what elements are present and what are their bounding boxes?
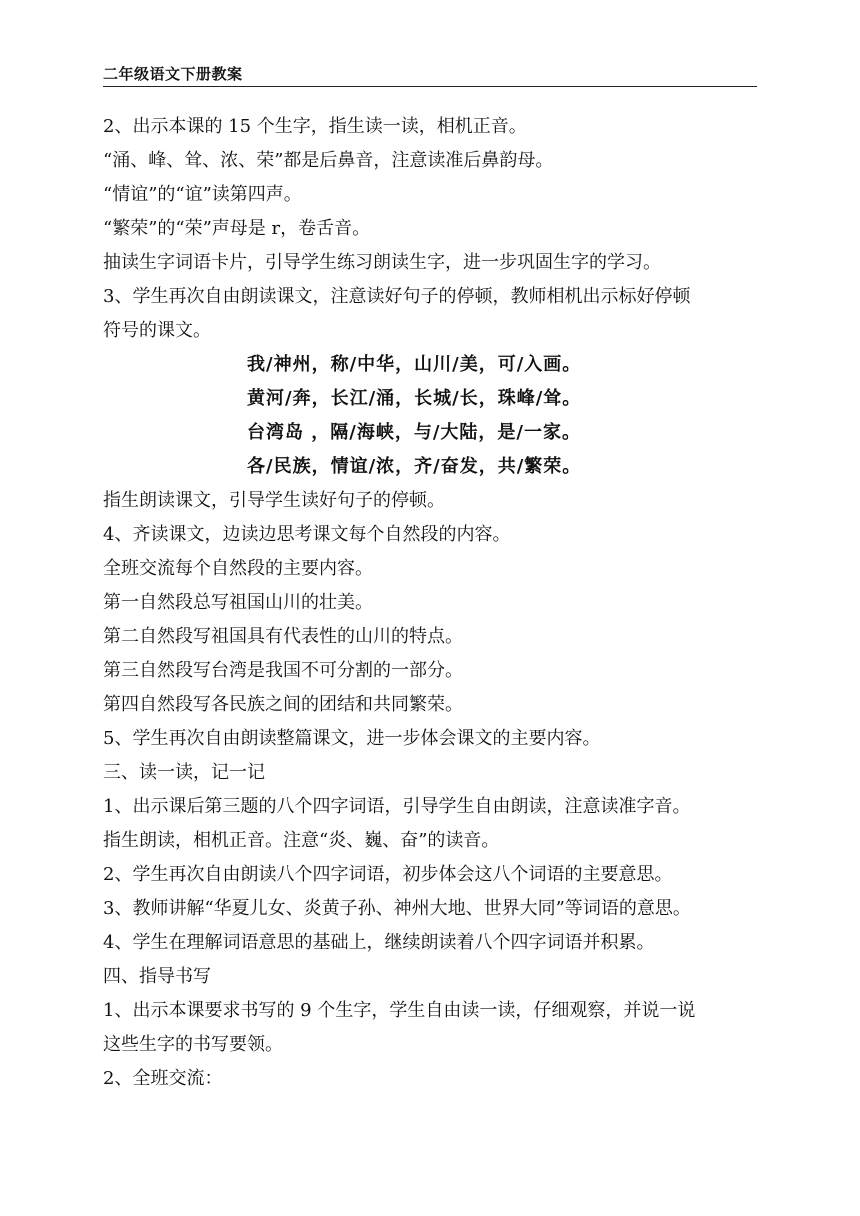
text-line: 4、齐读课文，边读边思考课文每个自然段的内容。 [103, 524, 511, 545]
text-line: 1、出示课后第三题的八个四字词语，引导学生自由朗读，注意读准字音。 [103, 796, 691, 817]
text-line: 3、学生再次自由朗读课文，注意读好句子的停顿，教师相机出示标好停顿 [103, 286, 691, 307]
text-line: 第一自然段总写祖国山川的壮美。 [103, 592, 373, 613]
text-line: 4、学生在理解词语意思的基础上，继续朗读着八个四字词语并积累。 [103, 932, 655, 953]
poem-line: 黄河/奔，长江/涌，长城/长，珠峰/耸。 [247, 388, 582, 409]
text-line: 符号的课文。 [103, 320, 211, 341]
text-line: 2、全班交流： [103, 1068, 223, 1089]
text-line: 指生朗读，相机正音。注意“炎、巍、奋”的读音。 [103, 830, 500, 851]
section-heading: 四、指导书写 [103, 966, 211, 987]
text-line: 第四自然段写各民族之间的团结和共同繁荣。 [103, 694, 463, 715]
text-line: 全班交流每个自然段的主要内容。 [103, 558, 373, 579]
text-line: 3、教师讲解“华夏儿女、炎黄子孙、神州大地、世界大同”等词语的意思。 [103, 898, 691, 919]
page-header [103, 61, 757, 87]
text-line: 第三自然段写台湾是我国不可分割的一部分。 [103, 660, 463, 681]
text-line: “涌、峰、耸、浓、荣”都是后鼻音，注意读准后鼻韵母。 [103, 150, 554, 171]
header-title: 二年级语文下册教案 [103, 65, 243, 83]
text-line: 5、学生再次自由朗读整篇课文，进一步体会课文的主要内容。 [103, 728, 601, 749]
text-line: 抽读生字词语卡片，引导学生练习朗读生字，进一步巩固生字的学习。 [103, 252, 661, 273]
lesson-content [103, 110, 763, 1096]
text-line: 第二自然段写祖国具有代表性的山川的特点。 [103, 626, 463, 647]
poem-line: 台湾岛 ，隔/海峡，与/大陆，是/一家。 [247, 422, 581, 443]
poem-line: 各/民族，情谊/浓，齐/奋发，共/繁荣。 [247, 456, 582, 477]
text-line: “繁荣”的“荣”声母是 r，卷舌音。 [103, 218, 371, 239]
text-line: 2、出示本课的 15 个生字，指生读一读，相机正音。 [103, 116, 527, 137]
poem-line: 我/神州，称/中华，山川/美，可/入画。 [247, 354, 582, 375]
text-line: 这些生字的书写要领。 [103, 1034, 283, 1055]
text-line: “情谊”的“谊”读第四声。 [103, 184, 302, 205]
poem-block [103, 348, 763, 484]
text-line: 指生朗读课文，引导学生读好句子的停顿。 [103, 490, 445, 511]
text-line: 2、学生再次自由朗读八个四字词语，初步体会这八个词语的主要意思。 [103, 864, 673, 885]
section-heading: 三、读一读，记一记 [103, 762, 265, 783]
text-line: 1、出示本课要求书写的 9 个生字，学生自由读一读，仔细观察，并说一说 [103, 1000, 696, 1021]
